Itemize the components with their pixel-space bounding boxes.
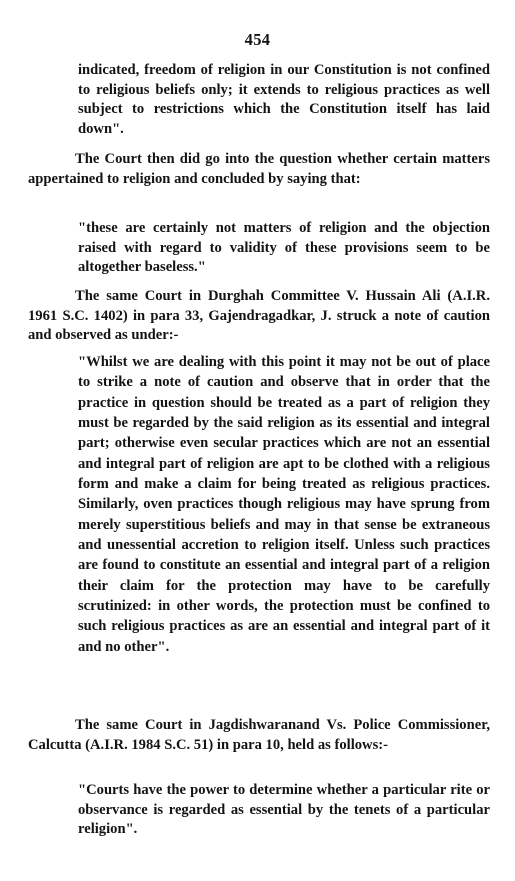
quote-courts-power: "Courts have the power to determine whether a particular rite or observance is regarded as essential by the tenets of a particular religion". — [78, 782, 490, 838]
quote-note-of-caution: "Whilst we are dealing with this point it may not be out of place to strike a note of caution and observe that in order that the practice in question should be treated as a part of religion they must be regarded by the said religion as its essential and integral part; otherwise even secular practices which are not an essential and integral part of religion are apt to be clothed with a religious form and make a claim for being treated as religious practices. Similarly, oven practices though religious may have sprung from merely superstitious beliefs and may in that sense be extraneous and unessential accretion to religion itself. Unless such practices are found to constitute an essential and integral part of a religion their claim for the protection may have to be carefully scrutinized: in other words, the protection must be confined to such religious practices as are an essential and integral part of it and no other". — [78, 354, 490, 655]
paragraph-jagdishwaranand: The same Court in Jagdishwaranand Vs. Police Commissioner, Calcutta (A.I.R. 1984 S.C. 51) in para 10, held as follows:- — [28, 717, 490, 753]
quote-not-matters-of-religion: "these are certainly not matters of religion and the objection raised with regard to validity of these provisions seem to be altogether baseless." — [78, 220, 490, 276]
page-number: 454 — [244, 30, 271, 49]
paragraph-durghah-committee: The same Court in Durghah Committee V. Hussain Ali (A.I.R. 1961 S.C. 1402) in para 33, Gajendragadkar, J. struck a note of caution and observed as under:- — [28, 288, 490, 344]
quote-constitution-religion: indicated, freedom of religion in our Constitution is not confined to religious beliefs only; it extends to religious practices as well subject to restrictions which the Constitution itself has laid down". — [78, 62, 490, 137]
paragraph-court-question: The Court then did go into the question whether certain matters appertained to religion and concluded by saying that: — [28, 151, 490, 187]
